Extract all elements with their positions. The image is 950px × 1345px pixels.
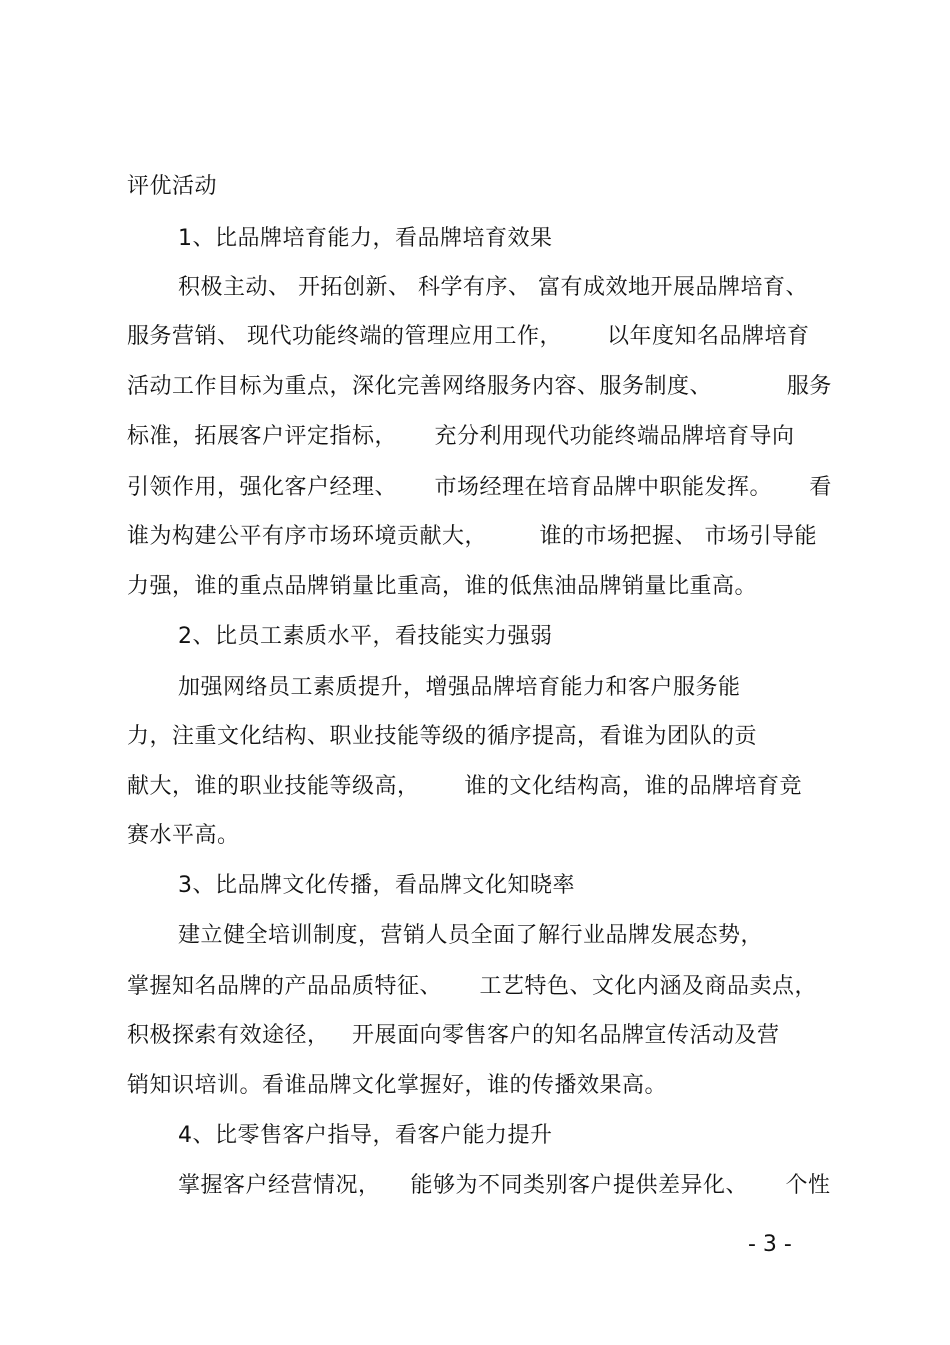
text-line: 力强，谁的重点品牌销量比重高，谁的低焦油品牌销量比重高。: [127, 574, 758, 599]
section-heading: 2、比员工素质水平，看技能实力强弱: [178, 624, 553, 649]
text-line: 加强网络员工素质提升，增强品牌培育能力和客户服务能: [178, 675, 741, 700]
page-number: - 3 -: [748, 1232, 792, 1257]
text-line: 积极主动、 开拓创新、 科学有序、 富有成效地开展品牌培育、: [178, 275, 808, 300]
text-line: 赛水平高。: [127, 823, 240, 848]
text-line: 销知识培训。看谁品牌文化掌握好，谁的传播效果高。: [127, 1073, 668, 1098]
text-line: 掌握客户经营情况， 能够为不同类别客户提供差异化、 个性: [178, 1173, 831, 1198]
text-line: 积极探索有效途径， 开展面向零售客户的知名品牌宣传活动及营: [127, 1023, 780, 1048]
text-line: 力，注重文化结构、职业技能等级的循序提高，看谁为团队的贡: [127, 724, 758, 749]
section-heading: 1、比品牌培育能力，看品牌培育效果: [178, 226, 553, 251]
text-line: 谁为构建公平有序市场环境贡献大， 谁的市场把握、 市场引导能: [127, 524, 817, 549]
text-line: 建立健全培训制度，营销人员全面了解行业品牌发展态势，: [178, 923, 764, 948]
text-line: 活动工作目标为重点，深化完善网络服务内容、服务制度、 服务: [127, 374, 832, 399]
text-line: 评优活动: [127, 174, 218, 199]
text-line: 掌握知名品牌的产品品质特征、 工艺特色、文化内涵及商品卖点，: [127, 974, 817, 999]
text-line: 标准，拓展客户评定指标， 充分利用现代功能终端品牌培育导向: [127, 424, 795, 449]
section-heading: 3、比品牌文化传播，看品牌文化知晓率: [178, 873, 575, 898]
text-line: 服务营销、 现代功能终端的管理应用工作， 以年度知名品牌培育: [127, 324, 810, 349]
text-line: 引领作用，强化客户经理、 市场经理在培育品牌中职能发挥。 看: [127, 475, 832, 500]
text-line: 献大，谁的职业技能等级高， 谁的文化结构高，谁的品牌培育竞: [127, 774, 802, 799]
section-heading: 4、比零售客户指导，看客户能力提升: [178, 1123, 553, 1148]
